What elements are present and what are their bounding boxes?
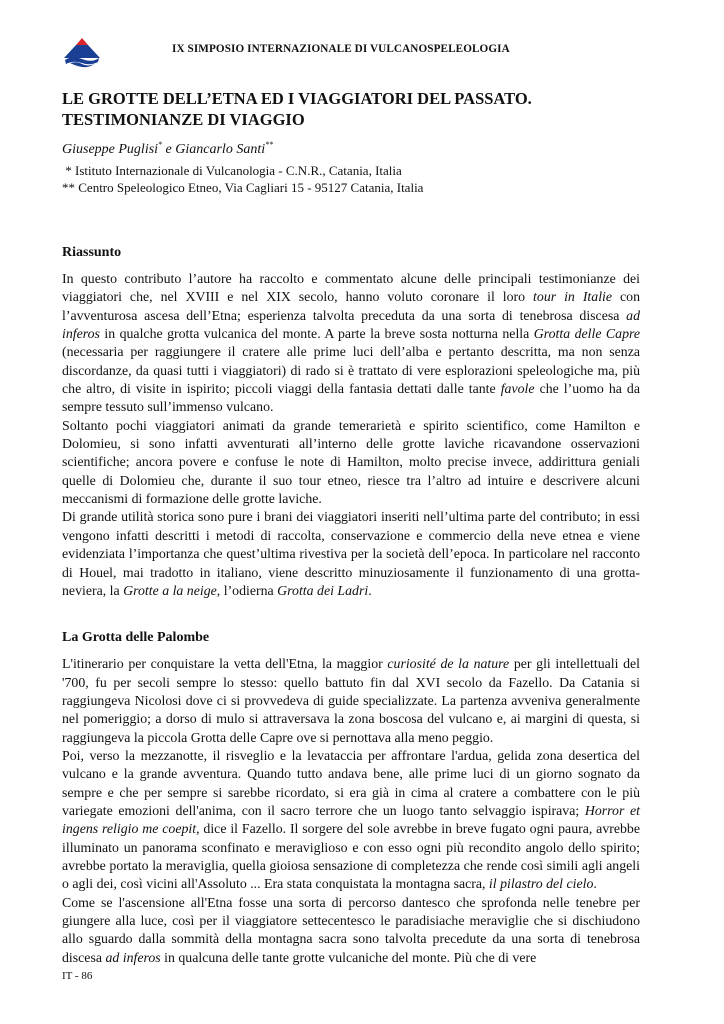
paragraph xyxy=(62,417,640,509)
affiliation: * Istituto Internazionale di Vulcanologia - C.N.R., Catania, Italia xyxy=(62,163,402,178)
page-number: IT - 86 xyxy=(62,970,93,982)
text-run: con l’avventurosa ascesa dell’Etna; esperienza talvolta preceduta da una sorta di tenebrosa discesa xyxy=(62,289,640,323)
section-heading: Riassunto xyxy=(62,245,122,260)
text-run: , dice il Fazello. Il sorgere del sole avrebbe in breve fugato ogni paura, avrebbe illuminato un panorama sconfinato e meraviglioso e con esso ogni più recondito angolo dello spirito; avrebbe portato la meraviglia, quella gioiosa sensazione di completezza che rende così simili agli angeli o agli dei, così vicini all'Assoluto ... Era stata conquistata la montagna sacra, xyxy=(62,821,640,892)
title-line-2: TESTIMONIANZE DI VIAGGIO xyxy=(62,110,305,129)
affiliation: ** Centro Speleologico Etneo, Via Cagliari 15 - 95127 Catania, Italia xyxy=(62,180,424,195)
text-run: Come se l'ascensione all'Etna fosse una sorta di percorso dantesco che sprofonda nelle tenebre per giungere alla luce, così per il viaggiatore settecentesco le paradisiache meraviglie che si dischiudono allo sguardo dalla sommità della montagna sacra sono talvolta precedute da una sorta di tenebrosa discesa xyxy=(62,894,640,965)
affiliations xyxy=(62,162,640,196)
italic-run: Grotta delle Capre xyxy=(533,326,641,342)
italic-run: ad inferos xyxy=(62,307,640,342)
section-riassunto xyxy=(62,244,640,600)
italic-run: Horror et ingens religio me coepit xyxy=(62,802,640,837)
italic-run: il pilastro del cielo xyxy=(488,876,594,892)
paragraph xyxy=(62,747,640,894)
running-title: IX SIMPOSIO INTERNAZIONALE DI VULCANOSPELEOLOGIA xyxy=(172,43,510,55)
author-name: Giuseppe Puglisi xyxy=(62,142,159,157)
italic-run: curiosité de la nature xyxy=(387,656,510,672)
italic-run: Grotta dei Ladri xyxy=(277,582,369,598)
text-run: . xyxy=(368,582,372,598)
text-run: In questo contributo l’autore ha raccolto e commentato alcune delle principali testimonianze dei viaggiatori che, nel XVIII e nel XIX secolo, hanno voluto coronare il loro xyxy=(62,271,640,305)
title-line-1: LE GROTTE DELL’ETNA ED I VIAGGIATORI DEL PASSATO. xyxy=(62,89,532,108)
text-run: , l’odierna xyxy=(216,582,278,598)
text-run: . xyxy=(593,876,597,892)
author-line xyxy=(62,135,640,159)
author-separator: e xyxy=(162,142,176,157)
author-mark: * xyxy=(158,140,163,149)
article-body xyxy=(62,88,640,967)
italic-run: tour in Italie xyxy=(533,289,613,305)
text-run: (necessaria per raggiungere il cratere alle prime luci dell’alba e pertanto descritta, ma non senza discordanze, da quasi tutti i viaggiatori) di rado si è trattato di vere esplorazioni speleologiche ma, più che altro, di visite in ispirito; piccoli viaggi della fantasia dettati dalle tante xyxy=(62,344,640,397)
text-run: che l’uomo ha da sempre tessuto sull’immenso vulcano. xyxy=(62,381,640,415)
italic-run: ad inferos xyxy=(105,949,161,965)
article-title xyxy=(62,88,640,130)
text-run: Poi, verso la mezzanotte, il risveglio e la levataccia per affrontare l'ardua, gelida zona desertica del vulcano e la grande avventura. Quando tutto andava bene, alle prime luci di un giorno sognato da sempre e che per sempre si sarebbe ricordato, si era già in cima al cratere a combattere con le più variegate emozioni dell'anima, con il sacro terrore che un luogo tanto selvaggio ispirava; xyxy=(62,747,640,818)
text-run: per gli intellettuali del '700, fu per secoli sempre lo stesso: quello battuto fin dal XVI secolo da Fazello. Da Catania si raggiungeva Nicolosi dove ci si provvedeva di guide specializzate. La partenza avveniva generalmente nel pomeriggio; a dorso di mulo si attraversava la zona boscosa del vulcano e, ai margini di questa, si raggiungeva la piccola Grotta delle Capre ove si pernottava alla meno peggio. xyxy=(62,656,640,745)
italic-run: Grotte a la neige xyxy=(123,582,217,598)
paragraph xyxy=(62,655,640,747)
italic-run: favole xyxy=(500,381,535,397)
author-mark: ** xyxy=(265,140,274,149)
section-grotta-delle-palombe xyxy=(62,629,640,967)
text-run: in qualche grotta vulcanica del monte. A parte la breve sosta notturna nella xyxy=(99,326,534,342)
paragraph xyxy=(62,270,640,417)
volcano-wave-logo xyxy=(62,34,102,68)
text-run: Soltanto pochi viaggiatori animati da grande temerarietà e spirito scientifico, come Hamilton e Dolomieu, si sono infatti avventurati all’interno delle grotte laviche ricavandone osservazioni scientifiche; ancora povere e confuse le note di Hamilton, molto precise invece, addirittura geniali quelle di Dolomieu che, durante il suo tour etneo, riesce tra l’altro ad intuire e descrivere alcuni meccanismi di formazione delle grotte laviche. xyxy=(62,417,640,507)
text-run: Di grande utilità storica sono pure i brani dei viaggiatori inseriti nell’ultima parte del contributo; in essi vengono infatti descritti i metodi di raccolta, conservazione e commercio della neve etnea e viene evidenziata l’importanza che quest’ultima rivestiva per la società dell’epoca. In particolare nel racconto di Houel, mai tradotto in italiano, viene descritto minuziosamente il funzionamento di una grotta-neviera, la xyxy=(62,509,640,598)
paragraph xyxy=(62,894,640,967)
paragraph xyxy=(62,508,640,600)
text-run: in qualcuna delle tante grotte vulcaniche del monte. Più che di vere xyxy=(160,949,537,965)
section-heading: La Grotta delle Palombe xyxy=(62,630,210,646)
text-run: L'itinerario per conquistare la vetta dell'Etna, la maggior xyxy=(62,656,388,672)
author-name: Giancarlo Santi xyxy=(175,142,266,157)
page-header xyxy=(62,34,662,70)
